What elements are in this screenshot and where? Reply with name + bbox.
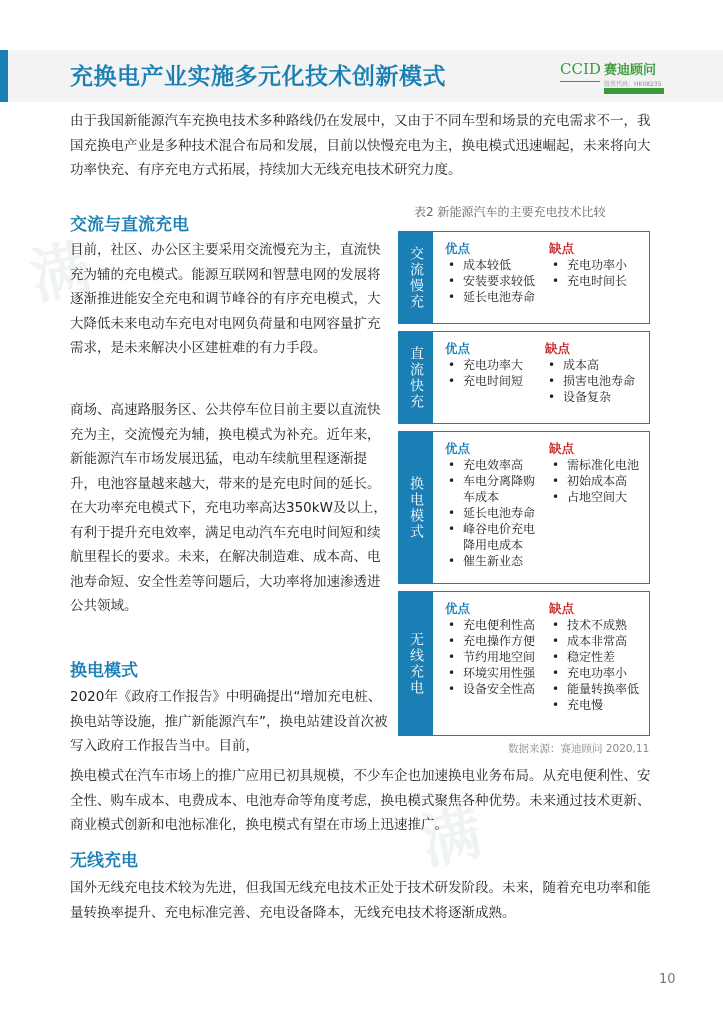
logo-mark: CCID [560, 60, 601, 78]
pros-column [445, 240, 535, 305]
pro-item: • 充电时间短 [445, 373, 523, 389]
wireless-paragraph: 国外无线充电技术较为先进，但我国无线充电技术正处于技术研发阶段。未来，随着充电功率和能量转换率提升、充电标准完善、充电设备降本，无线充电技术将逐渐成熟。 [70, 880, 651, 921]
con-item: • 初始成本高 [549, 473, 639, 489]
cons-heading: 缺点 [549, 441, 575, 456]
con-item: • 稳定性差 [549, 649, 639, 665]
logo-code: 股票代码：HK08235 [604, 81, 662, 88]
pro-item: • 设备安全性高 [445, 681, 535, 697]
table-caption: 表2 新能源汽车的主要充电技术比较 [414, 205, 606, 219]
pro-item: • 充电操作方便 [445, 633, 535, 649]
pros-column [445, 340, 523, 389]
cons-heading: 缺点 [549, 241, 575, 256]
con-item: • 充电功率小 [549, 665, 639, 681]
page-number: 10 [659, 972, 676, 987]
section-heading-ac-dc: 交流与直流充电 [70, 215, 189, 235]
pro-item: • 安装要求较低 [445, 273, 535, 289]
tech-card-dc-fast [398, 331, 650, 424]
con-item: • 设备复杂 [545, 389, 635, 405]
con-item: • 占地空间大 [549, 489, 639, 505]
swap-paragraph-continued: 换电模式在汽车市场上的推广应用已初具规模，不少车企也加速换电业务布局。从充电便利性、安全性、购车成本、电费成本、电池寿命等角度考虑，换电模式聚焦各种优势。未来通过技术更新、商业模式创新和电池标准化，换电模式有望在市场上迅速推广。 [70, 768, 651, 833]
con-item: • 损害电池寿命 [545, 373, 635, 389]
cons-heading: 缺点 [545, 341, 571, 356]
con-item: • 需标准化电池 [549, 457, 639, 473]
logo-divider [560, 81, 600, 82]
logo-slogan-bar [604, 88, 664, 94]
logo-name: 赛迪顾问 [604, 63, 657, 78]
pro-item: • 节约用地空间 [445, 649, 535, 665]
con-item: • 充电慢 [549, 697, 639, 713]
page-title: 充换电产业实施多元化技术创新模式 [70, 64, 446, 90]
table-source: 数据来源：赛迪顾问 2020,11 [508, 743, 650, 755]
tech-label: 交流慢充 [399, 232, 433, 323]
tech-label: 直流快充 [399, 332, 433, 423]
ac-dc-paragraph-2: 商场、高速路服务区、公共停车位目前主要以直流快充为主，交流慢充为辅，换电模式为补充。近年来，新能源汽车市场发展迅猛，电动车续航里程逐渐提升，电池容量越来越大，带来的是充电时间的延长。在大功率充电模式下，充电功率高达350kW及以上，有利于提升充电效率，满足电动汽车充电时间短和续航里程长的要求。未来，在解决制造难、成本高、电池寿命短、安全性差等问题后，大功率将加速渗透进公共领域。 [70, 402, 387, 614]
pro-item: • 成本较低 [445, 257, 535, 273]
company-logo [560, 60, 680, 96]
tech-label: 换电模式 [399, 432, 433, 583]
con-item: • 成本非常高 [549, 633, 639, 649]
cons-column [545, 340, 635, 405]
con-item: • 充电功率小 [549, 257, 627, 273]
pro-item: • 充电便利性高 [445, 617, 535, 633]
watermark: 满 [414, 797, 488, 879]
con-item: • 成本高 [545, 357, 635, 373]
con-item: • 充电时间长 [549, 273, 627, 289]
pros-heading: 优点 [445, 601, 471, 616]
pro-item: • 环境实用性强 [445, 665, 535, 681]
tech-card-wireless [398, 591, 650, 736]
pro-item: • 车电分离降购车成本 [445, 473, 539, 505]
pro-item: • 延长电池寿命 [445, 289, 535, 305]
pro-item: • 充电功率大 [445, 357, 523, 373]
tech-card-battery-swap [398, 431, 650, 584]
tech-card-ac-slow [398, 231, 650, 324]
ac-dc-paragraph-1: 目前，社区、办公区主要采用交流慢充为主，直流快充为辅的充电模式。能源互联网和智慧电网的发展将逐渐推进能安全充电和调节峰谷的有序充电模式，大大降低未来电动车充电对电网负荷量和电网容量扩充需求，是未来解决小区建桩难的有力手段。 [70, 242, 381, 356]
pro-item: • 峰谷电价充电降用电成本 [445, 521, 539, 553]
cons-heading: 缺点 [549, 601, 575, 616]
pros-heading: 优点 [445, 241, 471, 256]
pro-item: • 延长电池寿命 [445, 505, 539, 521]
con-item: • 能量转换率低 [549, 681, 639, 697]
pros-column [445, 440, 539, 569]
pros-heading: 优点 [445, 441, 471, 456]
cons-column [549, 600, 639, 713]
section-heading-wireless: 无线充电 [70, 851, 138, 871]
tech-label: 无线充电 [399, 592, 433, 735]
pros-heading: 优点 [445, 341, 471, 356]
intro-paragraph: 由于我国新能源汽车充换电技术多种路线仍在发展中，又由于不同车型和场景的充电需求不一，我国充换电产业是多种技术混合布局和发展，目前以快慢充电为主，换电模式迅速崛起，未来将向大功率快充、有序充电方式拓展，持续加大无线充电技术研究力度。 [70, 113, 651, 178]
pros-column [445, 600, 535, 697]
cons-column [549, 440, 639, 505]
con-item: • 技术不成熟 [549, 617, 639, 633]
section-heading-swap: 换电模式 [70, 661, 138, 681]
header-accent [0, 50, 8, 102]
pro-item: • 充电效率高 [445, 457, 539, 473]
watermark: 满 [24, 232, 98, 314]
cons-column [549, 240, 627, 289]
swap-paragraph-start: 2020年《政府工作报告》中明确提出“增加充电桩、换电站等设施，推广新能源汽车”，换电站建设首次被写入政府工作报告当中。目前， [70, 689, 388, 754]
pro-item: • 催生新业态 [445, 553, 539, 569]
